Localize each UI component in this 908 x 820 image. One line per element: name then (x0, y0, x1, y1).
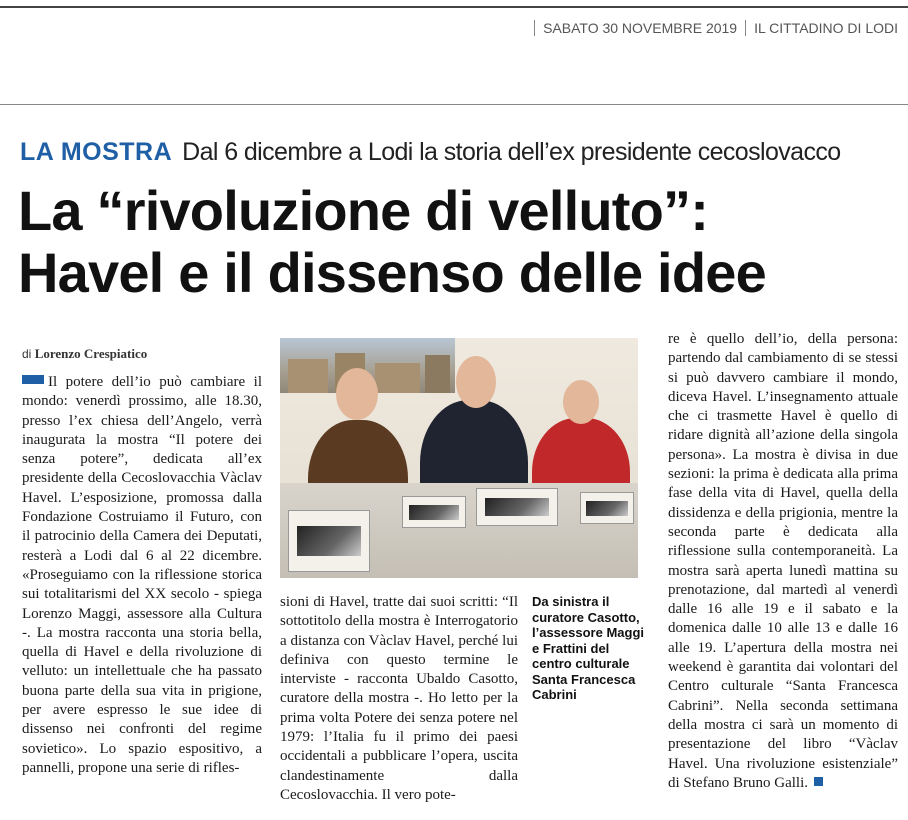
poster-2 (402, 496, 466, 528)
kicker-text: Dal 6 dicembre a Lodi la storia dell’ex presidente cecoslovacco (182, 138, 841, 166)
headline (18, 180, 903, 304)
headline-line-1: La “rivoluzione di velluto”: (18, 179, 709, 242)
section-rule (0, 104, 908, 105)
poster-3 (476, 488, 558, 526)
article-column-2 (280, 593, 518, 805)
poster-1 (288, 510, 370, 572)
article-column-1 (22, 373, 262, 778)
article-end-marker (814, 777, 823, 786)
header-divider (534, 20, 535, 36)
column-3-text: re è quello dell’io, della persona: partendo dal cambiamento di se stessi si può davvero cambiare il mondo, diceva Havel. L’insegnamento attuale che ci trasmette Havel è quello di ridare dignità all’azione della singola persona». La mostra è divisa in due sezioni: la prima è dedicata alla prima fase della vita di Havel, quella della dissidenza e della prigionia, mentre la seconda parte è dedicata alla riflessione sulla contemporaneità. La mostra sarà aperta lunedì mattina su prenotazione, dal martedì al venerdì dalle 16 alle 19 e il sabato e la domenica dalle 10 alle 13 e dalle 16 alle 19. L’apertura della mostra nei weekend è garantita dai volontari del Centro culturale “Santa Francesca Cabrini”. Nella seconda settimana della mostra ci sarà un momento di presentazione del libro “Vàclav Havel. Una rivoluzione esistenziale” di Stefano Bruno Galli. (668, 331, 898, 791)
head-left (336, 368, 378, 420)
header-divider (745, 20, 746, 36)
publication-name: IL CITTADINO DI LODI (754, 20, 898, 36)
byline-prefix: di (22, 347, 32, 361)
page-header (526, 20, 898, 36)
byline-author: Lorenzo Crespiatico (34, 346, 148, 361)
paragraph-start-marker (22, 375, 44, 384)
article-column-3 (668, 330, 898, 793)
column-2-text: sioni di Havel, tratte dai suoi scritti: “Il sottotitolo della mostra è Interrogatorio a distanza con Vàclav Havel, perché lui definiva con questo termine le interviste - racconta Ubaldo Casotto, curatore della mostra -. Ho letto per la prima volta Potere dei senza potere nel 1979: l’Italia fu il primo dei paesi occidentali a pubblicare l’opera, uscita clandestinamente dalla Cecoslovacchia. Il vero pote- (280, 594, 518, 803)
poster-4 (580, 492, 634, 524)
kicker (20, 138, 900, 167)
headline-line-2: Havel e il dissenso delle idee (18, 241, 766, 304)
top-rule (0, 6, 908, 8)
head-right (563, 380, 599, 424)
kicker-label: LA MOSTRA (20, 138, 173, 166)
issue-date: SABATO 30 NOVEMBRE 2019 (543, 20, 738, 36)
head-center (456, 356, 496, 408)
photo-caption: Da sinistra il curatore Casotto, l’assessore Maggi e Frattini del centro culturale Santa Francesca Cabrini (532, 594, 644, 702)
byline (22, 346, 147, 362)
article-photo (280, 338, 638, 578)
column-1-text: Il potere dell’io può cambiare il mondo: venerdì prossimo, alle 18.30, presso l’ex chiesa dell’Angelo, verrà inaugurata la mostra “Il potere dei senza potere”, dedicata all’ex presidente della Cecoslovacchia Vàclav Havel. L’esposizione, promossa dalla Fondazione Costruiamo il Futuro, con il patrocinio della Camera dei Deputati, resterà a Lodi dal 6 al 22 dicembre. «Proseguiamo con la riflessione storica sui totalitarismi del XX secolo - spiega Lorenzo Maggi, assessore alla Cultura -. La mostra racconta una storia bella, quella di Havel e della rivoluzione di velluto: un intellettuale che ha passato buona parte della sua vita in prigione, per avere espresso le sue idee di dissenso nei confronti del regime sovietico». Lo spazio espositivo, a pannelli, propone una serie di rifles- (22, 374, 262, 776)
